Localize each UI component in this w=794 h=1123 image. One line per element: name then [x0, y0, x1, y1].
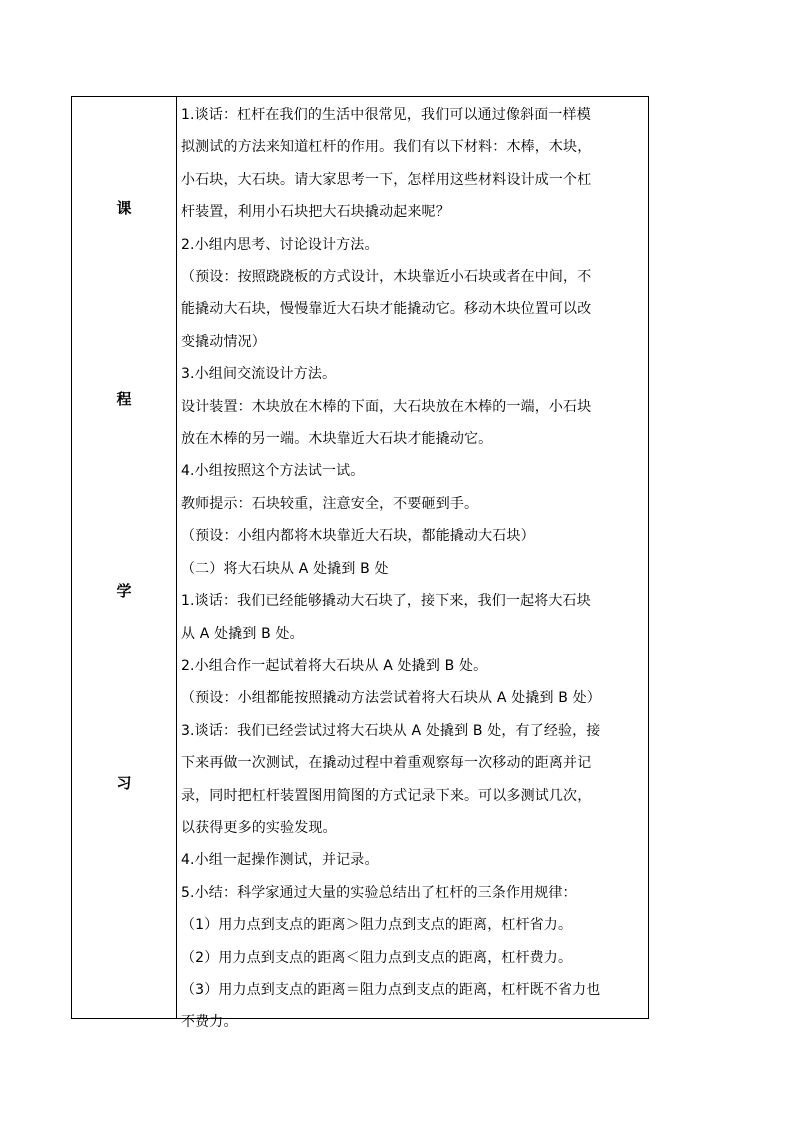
content-line: （预设：按照跷跷板的方式设计，木块靠近小石块或者在中间，不 [181, 269, 592, 286]
content-line: （3）用力点到支点的距离＝阻力点到支点的距离，杠杆既不省力也 [181, 981, 601, 998]
section-label-char: 习 [116, 774, 132, 792]
content-line: 能撬动大石块，慢慢靠近大石块才能撬动它。移动木块位置可以改 [181, 301, 592, 318]
section-label-char: 学 [116, 582, 132, 600]
content-line: 4.小组按照这个方法试一试。 [181, 463, 365, 480]
content-line: 拟测试的方法来知道杠杆的作用。我们有以下材料：木棒，木块， [181, 139, 592, 156]
content-line: 3.谈话：我们已经尝试过将大石块从 A 处撬到 B 处，有了经验，接 [181, 722, 601, 739]
content-line: 5.小结：科学家通过大量的实验总结出了杠杆的三条作用规律： [181, 884, 577, 901]
content-line: （1）用力点到支点的距离＞阻力点到支点的距离，杠杆省力。 [181, 917, 573, 934]
content-line: 录，同时把杠杆装置图用简图的方式记录下来。可以多测试几次， [181, 787, 592, 804]
lesson-content [177, 97, 648, 1031]
content-line: 杆装置，利用小石块把大石块撬动起来呢？ [181, 204, 450, 221]
content-line: 设计装置：木块放在木棒的下面，大石块放在木棒的一端，小石块 [181, 398, 592, 415]
content-line: 2.小组合作一起试着将大石块从 A 处撬到 B 处。 [181, 657, 488, 674]
content-line: 3.小组间交流设计方法。 [181, 366, 337, 383]
content-line: 1.谈话：我们已经能够撬动大石块了，接下来，我们一起将大石块 [181, 593, 591, 610]
section-label-char: 课 [116, 199, 132, 217]
content-line: （2）用力点到支点的距离＜阻力点到支点的距离，杠杆费力。 [181, 949, 573, 966]
content-line: （预设：小组都能按照撬动方法尝试着将大石块从 A 处撬到 B 处） [181, 690, 601, 707]
content-line: 下来再做一次测试，在撬动过程中着重观察每一次移动的距离并记 [181, 755, 592, 772]
content-line: 1.谈话：杠杆在我们的生活中很常见，我们可以通过像斜面一样模 [181, 107, 591, 123]
section-label-column [72, 97, 177, 1018]
content-line: 小石块，大石块。请大家思考一下，怎样用这些材料设计成一个杠 [181, 171, 592, 188]
section-label-char: 程 [116, 390, 132, 408]
content-line: 教师提示：石块较重，注意安全，不要砸到手。 [181, 495, 479, 512]
content-line: 以获得更多的实验发现。 [181, 819, 337, 836]
content-line: （二）将大石块从 A 处撬到 B 处 [181, 560, 389, 577]
content-line: （预设：小组内都将木块靠近大石块，都能撬动大石块） [181, 528, 535, 545]
content-line: 放在木棒的另一端。木块靠近大石块才能撬动它。 [181, 431, 493, 448]
content-line: 2.小组内思考、讨论设计方法。 [181, 236, 379, 253]
content-line: 不费力。 [181, 1014, 238, 1031]
content-line: 变撬动情况） [181, 333, 266, 350]
content-line: 4.小组一起操作测试，并记录。 [181, 852, 379, 869]
content-line: 从 A 处撬到 B 处。 [181, 625, 304, 642]
lesson-process-table [71, 96, 649, 1031]
